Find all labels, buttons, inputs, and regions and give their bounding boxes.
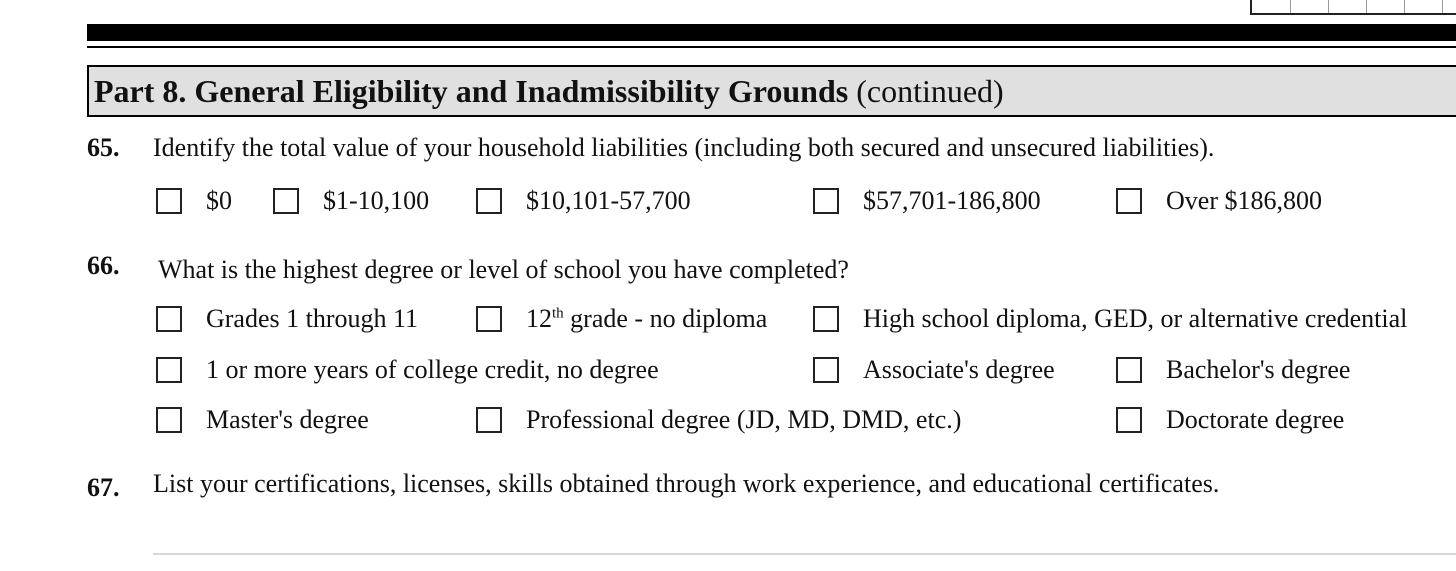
question-66-number: 66. [87, 251, 120, 280]
question-66-text: What is the highest degree or level of school you have completed? [158, 255, 849, 284]
grade-12-rest: grade - no diploma [563, 304, 768, 333]
question-65-text: Identify the total value of your household liabilities (including both secured and unsecured liabilities). [153, 133, 1215, 162]
q66-option-label: Grades 1 through 11 [206, 304, 419, 333]
q66-checkbox-3[interactable] [156, 357, 182, 383]
question-65-number: 65. [87, 133, 120, 162]
grade-12-number: 12 [526, 304, 552, 333]
q66-checkbox-2[interactable] [813, 306, 839, 332]
q66-option-label [526, 304, 767, 334]
q66-option-label: Professional degree (JD, MD, DMD, etc.) [526, 405, 962, 434]
q65-checkbox-4[interactable] [1116, 188, 1142, 214]
question-67-text: List your certifications, licenses, skills obtained through work experience, and educational certificates. [153, 469, 1220, 498]
q66-option-label: Master's degree [206, 405, 369, 434]
q65-option-label: $10,101-57,700 [526, 186, 691, 215]
q66-checkbox-0[interactable] [156, 306, 182, 332]
q66-checkbox-4[interactable] [813, 357, 839, 383]
part-header [87, 65, 1456, 117]
grade-12-suffix: th [552, 305, 564, 322]
top-box-divider [1366, 0, 1367, 13]
top-box-divider [1290, 0, 1291, 13]
part-continued: (continued) [856, 73, 1004, 109]
q66-option-label: High school diploma, GED, or alternative credential [863, 304, 1408, 333]
q65-checkbox-0[interactable] [156, 188, 182, 214]
q66-option-label: 1 or more years of college credit, no degree [206, 355, 659, 384]
section-thick-rule [87, 24, 1456, 41]
top-box-divider [1328, 0, 1329, 13]
q66-option-label: Associate's degree [863, 355, 1055, 384]
q65-option-label: $1-10,100 [323, 186, 430, 215]
q65-checkbox-1[interactable] [273, 188, 299, 214]
q65-checkbox-2[interactable] [476, 188, 502, 214]
top-box-divider [1442, 0, 1443, 13]
section-thin-rule [87, 46, 1456, 48]
part-title: General Eligibility and Inadmissibility Grounds [194, 73, 849, 109]
q65-option-label: $0 [206, 186, 232, 215]
q66-checkbox-1[interactable] [476, 306, 502, 332]
top-box-divider [1404, 0, 1405, 13]
q66-option-label: Doctorate degree [1166, 405, 1345, 434]
q66-checkbox-6[interactable] [156, 407, 182, 433]
q66-checkbox-5[interactable] [1116, 357, 1142, 383]
q65-option-label: $57,701-186,800 [863, 186, 1041, 215]
q65-checkbox-3[interactable] [813, 188, 839, 214]
q65-option-label: Over $186,800 [1166, 186, 1322, 215]
q66-checkbox-7[interactable] [476, 407, 502, 433]
q66-checkbox-8[interactable] [1116, 407, 1142, 433]
top-input-boxes [1250, 0, 1456, 15]
question-67-number: 67. [87, 473, 120, 502]
q66-option-label: Bachelor's degree [1166, 355, 1351, 384]
part-number: Part 8. [94, 73, 187, 109]
q67-answer-line [153, 553, 1456, 555]
